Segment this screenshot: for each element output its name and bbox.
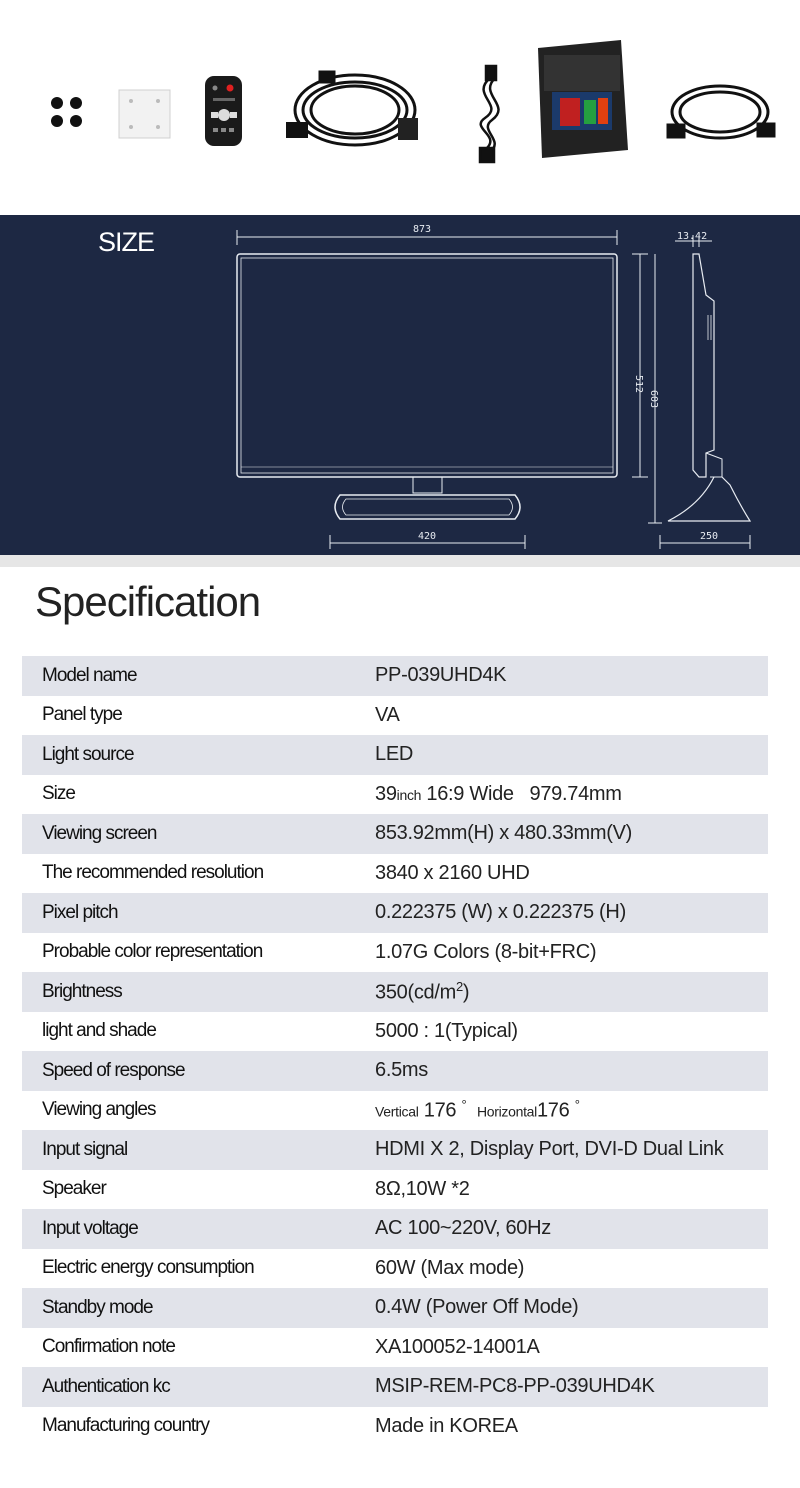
brightness-close: ) xyxy=(462,981,470,1004)
spec-value: 0.4W (Power Off Mode) xyxy=(375,1296,579,1319)
horizontal-label: Horizontal xyxy=(476,1104,537,1121)
spec-row-input-signal xyxy=(22,1130,768,1170)
hdmi-cable xyxy=(668,86,774,138)
size-diagram-panel xyxy=(0,215,800,555)
spec-value xyxy=(375,979,469,1005)
spec-value: 1.07G Colors (8-bit+FRC) xyxy=(375,940,597,963)
spec-label: Size xyxy=(42,783,75,805)
spec-value: AC 100~220V, 60Hz xyxy=(375,1217,551,1240)
spec-row-resolution xyxy=(22,854,768,894)
monitor-neck xyxy=(413,477,442,493)
vertical-value: 176 xyxy=(423,1100,457,1123)
spec-label: The recommended resolution xyxy=(42,862,264,884)
spec-row-panel-type xyxy=(22,696,768,736)
spec-row-authentication xyxy=(22,1367,768,1407)
spec-row-response xyxy=(22,1051,768,1091)
remote-control xyxy=(205,76,242,146)
size-detail: 16:9 Wide 979.74mm xyxy=(421,782,622,805)
spec-label: Standby mode xyxy=(42,1296,153,1318)
spec-label: Authentication kc xyxy=(42,1375,170,1397)
dvi-cable xyxy=(286,72,418,145)
spec-value xyxy=(375,783,622,806)
spec-value: PP-039UHD4K xyxy=(375,664,507,687)
dim-stand-depth-label: 250 xyxy=(700,531,719,542)
spec-label: Viewing screen xyxy=(42,822,157,844)
spec-label: Brightness xyxy=(42,980,122,1002)
size-unit: inch xyxy=(396,786,422,803)
accessories-strip xyxy=(0,0,800,215)
spec-value xyxy=(375,1097,580,1123)
spec-value: 8Ω,10W *2 xyxy=(375,1177,470,1200)
spec-label: Manufacturing country xyxy=(42,1415,209,1437)
section-divider xyxy=(0,555,800,567)
dim-width-label: 873 xyxy=(413,224,432,235)
spec-title: Specification xyxy=(35,578,261,625)
spec-value: 60W (Max mode) xyxy=(375,1256,525,1279)
vertical-label: Vertical xyxy=(375,1104,419,1121)
spec-row-size xyxy=(22,775,768,815)
dim-stand-width-label: 420 xyxy=(418,531,437,542)
spec-label: Speed of response xyxy=(42,1059,185,1081)
spec-row-color xyxy=(22,933,768,973)
spec-row-standby xyxy=(22,1288,768,1328)
spec-label: Probable color representation xyxy=(42,941,263,963)
spec-row-model-name xyxy=(22,656,768,696)
brightness-sup: 2 xyxy=(455,978,463,994)
spec-label: Pixel pitch xyxy=(42,901,118,923)
horizontal-value: 176 xyxy=(536,1100,570,1123)
spec-label: Speaker xyxy=(42,1178,106,1200)
monitor-side-outline xyxy=(693,254,714,477)
spec-table xyxy=(22,656,768,1446)
size-title: SIZE xyxy=(98,227,155,257)
brightness-value: 350(cd/m xyxy=(375,981,456,1004)
spec-value: XA100052-14001A xyxy=(375,1335,540,1358)
spec-label: Input signal xyxy=(42,1138,128,1160)
degree-symbol: ° xyxy=(461,1097,467,1113)
spec-value: 0.222375 (W) x 0.222375 (H) xyxy=(375,901,626,924)
spec-value: Made in KOREA xyxy=(375,1414,518,1437)
spec-row-viewing-angles xyxy=(22,1091,768,1131)
spec-row-input-voltage xyxy=(22,1209,768,1249)
size-inches: 39 xyxy=(375,782,397,805)
spec-row-viewing-screen xyxy=(22,814,768,854)
spec-label: Viewing angles xyxy=(42,1099,156,1121)
spec-value: LED xyxy=(375,743,414,766)
spec-row-light-source xyxy=(22,735,768,775)
spec-label: light and shade xyxy=(42,1020,156,1042)
accessories-illustration xyxy=(0,0,800,215)
dim-total-height-label: 603 xyxy=(648,390,659,409)
spec-value: 6.5ms xyxy=(375,1059,428,1082)
vesa-plate xyxy=(119,90,170,138)
spec-value: 3840 x 2160 UHD xyxy=(375,861,530,884)
degree-symbol: ° xyxy=(574,1097,580,1113)
monitor-front-outline xyxy=(237,254,617,477)
spec-value: VA xyxy=(375,703,400,726)
spec-row-contrast xyxy=(22,1012,768,1052)
spec-row-country xyxy=(22,1407,768,1447)
spec-value: HDMI X 2, Display Port, DVI-D Dual Link xyxy=(375,1138,724,1161)
spec-row-pixel-pitch xyxy=(22,893,768,933)
spec-row-speaker xyxy=(22,1170,768,1210)
spec-row-confirmation xyxy=(22,1328,768,1368)
spec-value: 853.92mm(H) x 480.33mm(V) xyxy=(375,822,633,845)
user-manual xyxy=(538,40,628,158)
spec-row-power-consumption xyxy=(22,1249,768,1289)
spec-row-brightness xyxy=(22,972,768,1012)
spec-label: Input voltage xyxy=(42,1217,138,1239)
stand-side-outline xyxy=(668,477,750,521)
screw-set xyxy=(51,97,82,127)
spec-label: Confirmation note xyxy=(42,1336,175,1358)
dim-screen-height-label: 512 xyxy=(633,375,644,394)
spec-value: MSIP-REM-PC8-PP-039UHD4K xyxy=(375,1375,655,1398)
spec-value: 5000 : 1(Typical) xyxy=(375,1019,518,1042)
dimension-drawing xyxy=(0,215,800,555)
spec-label: Electric energy consumption xyxy=(42,1257,254,1279)
spec-label: Light source xyxy=(42,743,134,765)
power-cord xyxy=(480,66,499,162)
spec-label: Model name xyxy=(42,664,137,686)
spec-label: Panel type xyxy=(42,704,122,726)
dim-depth-top-label: 13.42 xyxy=(677,231,708,242)
monitor-screen-outline xyxy=(241,258,613,473)
